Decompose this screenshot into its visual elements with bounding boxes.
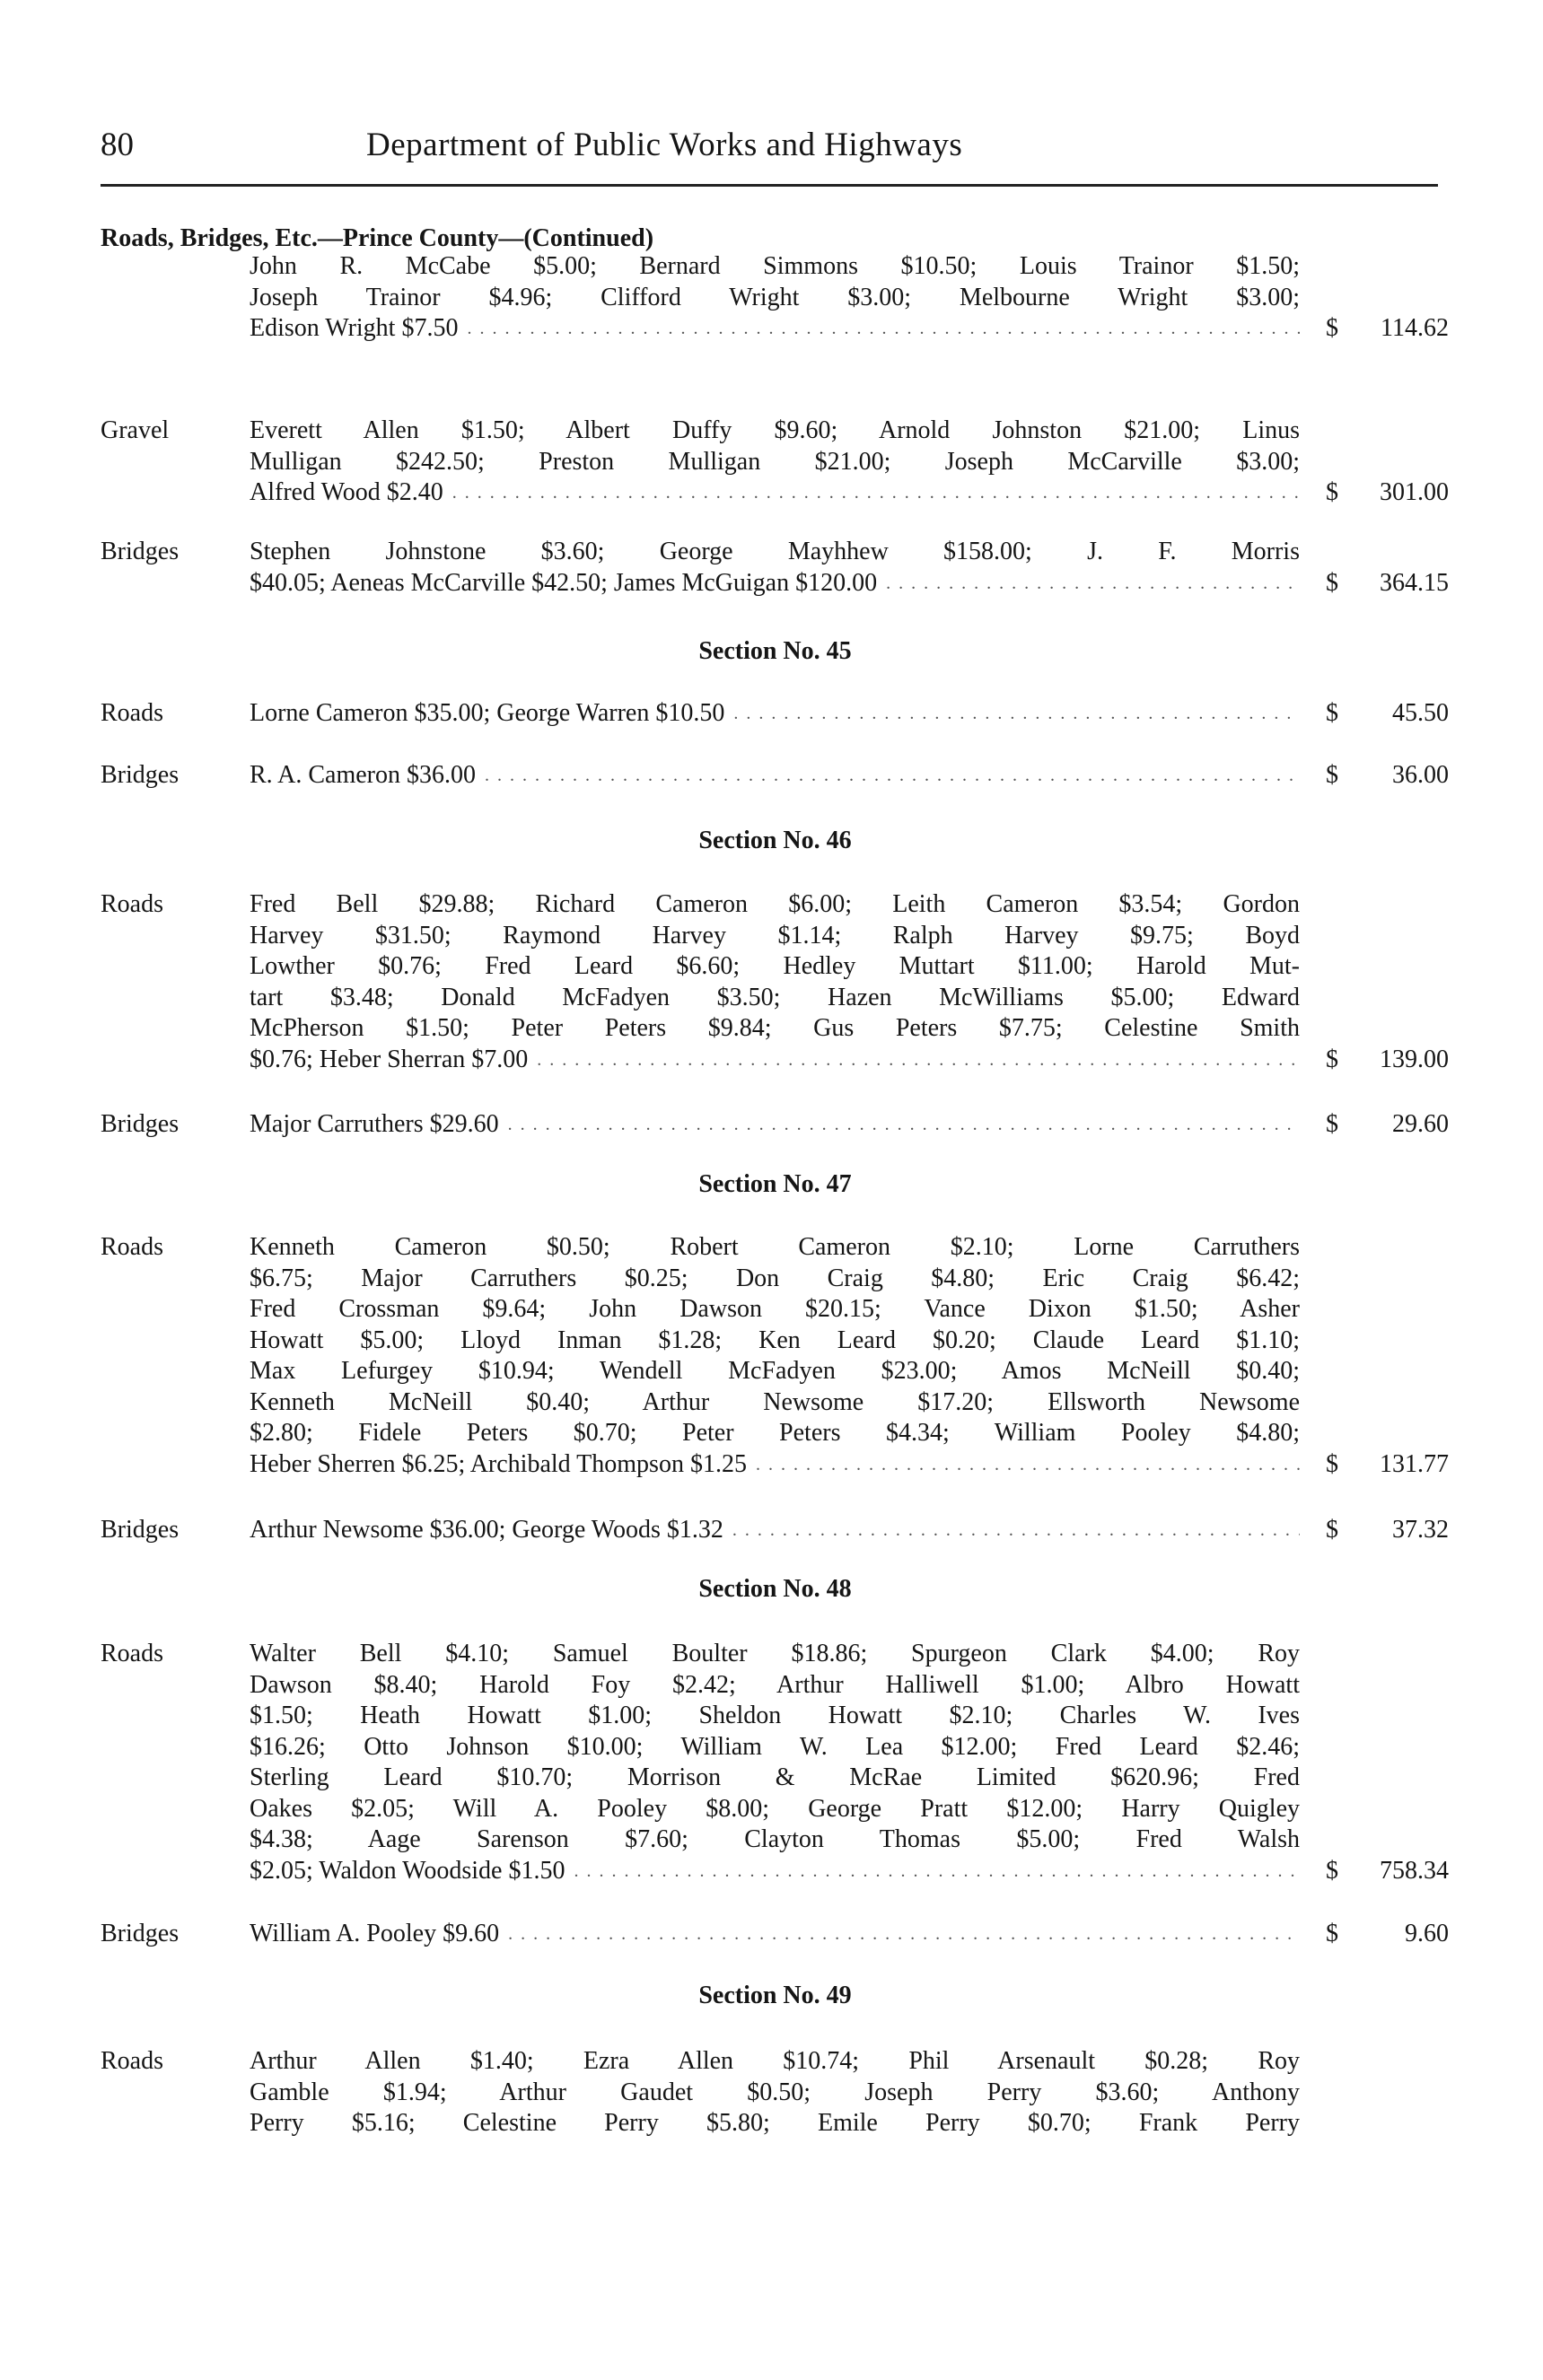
entry-line bbox=[250, 1045, 1300, 1076]
entry-line: Sterling Leard $10.70; Morrison & McRae Limited $620.96; Fred bbox=[250, 1763, 1300, 1791]
dollar-sign: $ bbox=[1326, 1856, 1338, 1885]
entry-total: 45.50 bbox=[1392, 699, 1449, 727]
entry-line bbox=[250, 568, 1300, 599]
section-heading: Section No. 48 bbox=[698, 1575, 852, 1603]
entry-line: Fred Crossman $9.64; John Dawson $20.15; Vance Dixon $1.50; Asher bbox=[250, 1295, 1300, 1323]
dollar-sign: $ bbox=[1326, 1045, 1338, 1073]
dot-leader bbox=[467, 313, 1300, 345]
entry-total: 37.32 bbox=[1392, 1516, 1449, 1544]
entry-line bbox=[250, 1449, 1300, 1481]
section-heading: Section No. 45 bbox=[698, 637, 852, 665]
entry-line bbox=[250, 1109, 1300, 1141]
entry-category: Roads bbox=[101, 1233, 163, 1261]
entry-line: Max Lefurgey $10.94; Wendell McFadyen $23.00; Amos McNeill $0.40; bbox=[250, 1357, 1300, 1385]
entry-text bbox=[250, 1515, 1300, 1546]
entry-text bbox=[250, 1109, 1300, 1141]
section-heading: Section No. 49 bbox=[698, 1982, 852, 2009]
running-head: Roads, Bridges, Etc.—Prince County—(Continued) bbox=[101, 224, 654, 252]
entry-line: Fred Bell $29.88; Richard Cameron $6.00; Leith Cameron $3.54; Gordon bbox=[250, 890, 1300, 918]
entry-line: $1.50; Heath Howatt $1.00; Sheldon Howatt $2.10; Charles W. Ives bbox=[250, 1702, 1300, 1729]
entry-line bbox=[250, 698, 1300, 730]
entry-line: Oakes $2.05; Will A. Pooley $8.00; George Pratt $12.00; Harry Quigley bbox=[250, 1794, 1300, 1823]
entry-line: $16.26; Otto Johnson $10.00; William W. Lea $12.00; Fred Leard $2.46; bbox=[250, 1732, 1300, 1761]
entry-line: Howatt $5.00; Lloyd Inman $1.28; Ken Leard $0.20; Claude Leard $1.10; bbox=[250, 1326, 1300, 1354]
dot-leader bbox=[886, 568, 1300, 599]
entry-line: McPherson $1.50; Peter Peters $9.84; Gus Peters $7.75; Celestine Smith bbox=[250, 1014, 1300, 1042]
entry-line: John R. McCabe $5.00; Bernard Simmons $10.50; Louis Trainor $1.50; bbox=[250, 252, 1300, 280]
entry-category: Bridges bbox=[101, 1516, 180, 1544]
dot-leader bbox=[508, 1109, 1300, 1141]
entry-total: 29.60 bbox=[1392, 1110, 1449, 1138]
entry-line bbox=[250, 1856, 1300, 1887]
entry-line-text: Alfred Wood $2.40 bbox=[250, 478, 443, 506]
entry-line: Dawson $8.40; Harold Foy $2.42; Arthur Halliwell $1.00; Albro Howatt bbox=[250, 1670, 1300, 1699]
dot-leader bbox=[508, 1919, 1300, 1950]
dot-leader bbox=[485, 760, 1300, 792]
section-heading: Section No. 47 bbox=[698, 1170, 852, 1198]
dollar-sign: $ bbox=[1326, 1449, 1338, 1478]
entry-line bbox=[250, 1919, 1300, 1950]
dot-leader bbox=[574, 1856, 1300, 1887]
entry-line: Kenneth Cameron $0.50; Robert Cameron $2.10; Lorne Carruthers bbox=[250, 1233, 1300, 1261]
entry-line bbox=[250, 313, 1300, 345]
entry-line-text: $40.05; Aeneas McCarville $42.50; James McGuigan $120.00 bbox=[250, 568, 878, 597]
dollar-sign: $ bbox=[1326, 699, 1338, 727]
entry-line: Harvey $31.50; Raymond Harvey $1.14; Ralph Harvey $9.75; Boyd bbox=[250, 921, 1300, 949]
entry-line bbox=[250, 477, 1300, 509]
entry-text bbox=[250, 698, 1300, 730]
page-number: 80 bbox=[101, 127, 134, 163]
entry-line-text: R. A. Cameron $36.00 bbox=[250, 761, 476, 789]
entry-line-text: Arthur Newsome $36.00; George Woods $1.32 bbox=[250, 1516, 723, 1544]
entry-line bbox=[250, 760, 1300, 792]
entry-category: Bridges bbox=[101, 538, 180, 565]
entry-text bbox=[250, 251, 1300, 345]
dollar-sign: $ bbox=[1326, 1920, 1338, 1947]
dot-leader bbox=[756, 1449, 1300, 1481]
entry-text bbox=[250, 1232, 1300, 1480]
entry-line: Lowther $0.76; Fred Leard $6.60; Hedley Muttart $11.00; Harold Mut- bbox=[250, 952, 1300, 980]
entry-text bbox=[250, 2046, 1300, 2139]
entry-line: Perry $5.16; Celestine Perry $5.80; Emile Perry $0.70; Frank Perry bbox=[250, 2109, 1300, 2137]
entry-total: 139.00 bbox=[1380, 1045, 1449, 1073]
dot-leader bbox=[537, 1045, 1300, 1076]
entry-total: 36.00 bbox=[1392, 761, 1449, 789]
entry-total: 758.34 bbox=[1380, 1856, 1449, 1885]
entry-line: $4.38; Aage Sarenson $7.60; Clayton Thomas $5.00; Fred Walsh bbox=[250, 1825, 1300, 1853]
page-header bbox=[101, 126, 1429, 179]
dollar-sign: $ bbox=[1326, 314, 1338, 342]
entry-line-text: $2.05; Waldon Woodside $1.50 bbox=[250, 1856, 565, 1885]
dollar-sign: $ bbox=[1326, 478, 1338, 506]
entry-line-text: Lorne Cameron $35.00; George Warren $10.50 bbox=[250, 699, 725, 727]
entry-line-text: Edison Wright $7.50 bbox=[250, 314, 459, 342]
section-heading: Section No. 46 bbox=[698, 827, 852, 854]
entry-category: Bridges bbox=[101, 1110, 180, 1138]
dollar-sign: $ bbox=[1326, 568, 1338, 597]
entry-category: Roads bbox=[101, 1640, 163, 1667]
entry-text bbox=[250, 1919, 1300, 1950]
entry-total: 364.15 bbox=[1380, 568, 1449, 597]
entry-total: 114.62 bbox=[1381, 314, 1449, 342]
entry-line: Joseph Trainor $4.96; Clifford Wright $3.00; Melbourne Wright $3.00; bbox=[250, 283, 1300, 311]
dollar-sign: $ bbox=[1326, 1516, 1338, 1544]
dot-leader bbox=[732, 1515, 1300, 1546]
entry-category: Gravel bbox=[101, 416, 170, 444]
entry-line: $2.80; Fidele Peters $0.70; Peter Peters $4.34; William Pooley $4.80; bbox=[250, 1419, 1300, 1447]
entry-text bbox=[250, 760, 1300, 792]
entry-line-text: Heber Sherren $6.25; Archibald Thompson $1.25 bbox=[250, 1449, 747, 1478]
entry-text bbox=[250, 1639, 1300, 1886]
entry-line: Everett Allen $1.50; Albert Duffy $9.60; Arnold Johnston $21.00; Linus bbox=[250, 416, 1300, 444]
entry-total: 301.00 bbox=[1380, 478, 1449, 506]
entry-category: Roads bbox=[101, 890, 163, 918]
entry-text bbox=[250, 889, 1300, 1075]
entry-line: Kenneth McNeill $0.40; Arthur Newsome $17.20; Ellsworth Newsome bbox=[250, 1387, 1300, 1416]
entry-line: Arthur Allen $1.40; Ezra Allen $10.74; Phil Arsenault $0.28; Roy bbox=[250, 2047, 1300, 2075]
entry-line: $6.75; Major Carruthers $0.25; Don Craig $4.80; Eric Craig $6.42; bbox=[250, 1264, 1300, 1292]
dollar-sign: $ bbox=[1326, 1110, 1338, 1138]
entry-line: Walter Bell $4.10; Samuel Boulter $18.86; Spurgeon Clark $4.00; Roy bbox=[250, 1640, 1300, 1667]
dot-leader bbox=[733, 698, 1300, 730]
entry-text bbox=[250, 416, 1300, 509]
entry-category: Roads bbox=[101, 2047, 163, 2075]
entry-line-text: William A. Pooley $9.60 bbox=[250, 1920, 500, 1947]
entry-text bbox=[250, 537, 1300, 599]
entry-line: Gamble $1.94; Arthur Gaudet $0.50; Joseph Perry $3.60; Anthony bbox=[250, 2078, 1300, 2106]
entry-line: Stephen Johnstone $3.60; George Mayhhew $158.00; J. F. Morris bbox=[250, 538, 1300, 565]
entry-category: Roads bbox=[101, 699, 163, 727]
entry-line bbox=[250, 1515, 1300, 1546]
dollar-sign: $ bbox=[1326, 761, 1338, 789]
entry-category: Bridges bbox=[101, 761, 180, 789]
entry-total: 131.77 bbox=[1380, 1449, 1449, 1478]
entry-line: Mulligan $242.50; Preston Mulligan $21.00; Joseph McCarville $3.00; bbox=[250, 447, 1300, 476]
entry-line-text: $0.76; Heber Sherran $7.00 bbox=[250, 1045, 529, 1073]
header-rule bbox=[101, 184, 1438, 187]
entry-line: tart $3.48; Donald McFadyen $3.50; Hazen McWilliams $5.00; Edward bbox=[250, 983, 1300, 1011]
entry-total: 9.60 bbox=[1405, 1920, 1449, 1947]
entry-line-text: Major Carruthers $29.60 bbox=[250, 1110, 499, 1138]
dot-leader bbox=[452, 477, 1300, 509]
page-title: Department of Public Works and Highways bbox=[366, 127, 963, 163]
entry-category: Bridges bbox=[101, 1920, 180, 1947]
